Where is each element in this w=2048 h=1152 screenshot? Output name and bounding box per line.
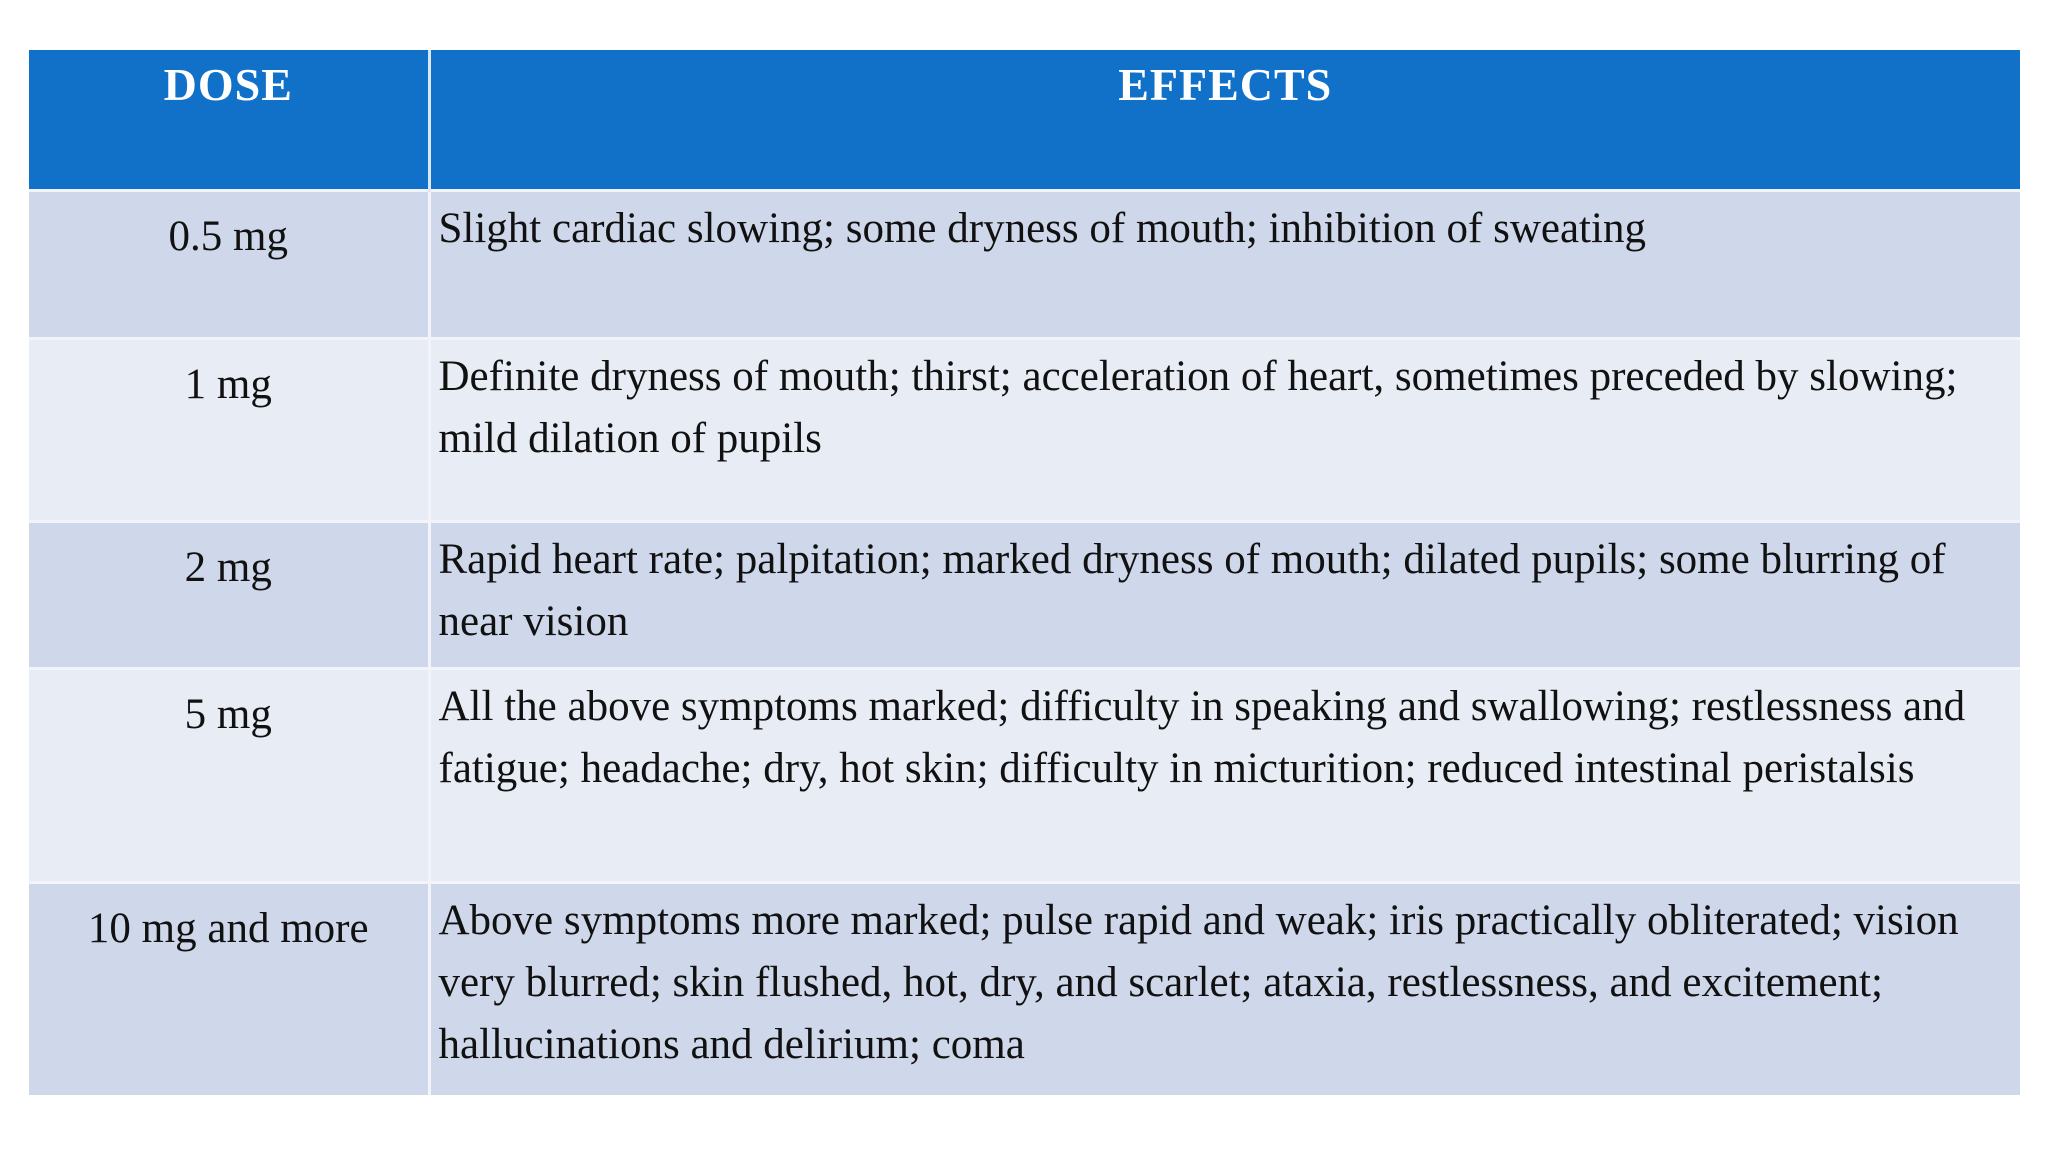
table-row — [29, 338, 2020, 521]
table-body — [29, 190, 2020, 1095]
table-row — [29, 190, 2020, 338]
dose-cell: 0.5 mg — [29, 190, 429, 338]
dose-cell: 10 mg and more — [29, 882, 429, 1095]
effects-column-header: EFFECTS — [429, 50, 2020, 190]
dose-cell: 1 mg — [29, 338, 429, 521]
effects-cell: Definite dryness of mouth; thirst; acceleration of heart, sometimes preceded by slowing; mild dilation of pupils — [429, 338, 2020, 521]
header-row — [29, 50, 2020, 190]
effects-cell: All the above symptoms marked; difficulty in speaking and swallowing; restlessness and fatigue; headache; dry, hot skin; difficulty in micturition; reduced intestinal peristalsis — [429, 668, 2020, 882]
effects-cell: Rapid heart rate; palpitation; marked dryness of mouth; dilated pupils; some blurring of near vision — [429, 521, 2020, 668]
dose-effects-table — [29, 50, 2020, 1095]
effects-cell: Above symptoms more marked; pulse rapid and weak; iris practically obliterated; vision very blurred; skin flushed, hot, dry, and scarlet; ataxia, restlessness, and excitement; hallucinations and delirium; coma — [429, 882, 2020, 1095]
table-row — [29, 521, 2020, 668]
dose-cell: 2 mg — [29, 521, 429, 668]
dose-cell: 5 mg — [29, 668, 429, 882]
table-header — [29, 50, 2020, 190]
effects-cell: Slight cardiac slowing; some dryness of mouth; inhibition of sweating — [429, 190, 2020, 338]
dose-column-header: DOSE — [29, 50, 429, 190]
table-row — [29, 882, 2020, 1095]
table-row — [29, 668, 2020, 882]
